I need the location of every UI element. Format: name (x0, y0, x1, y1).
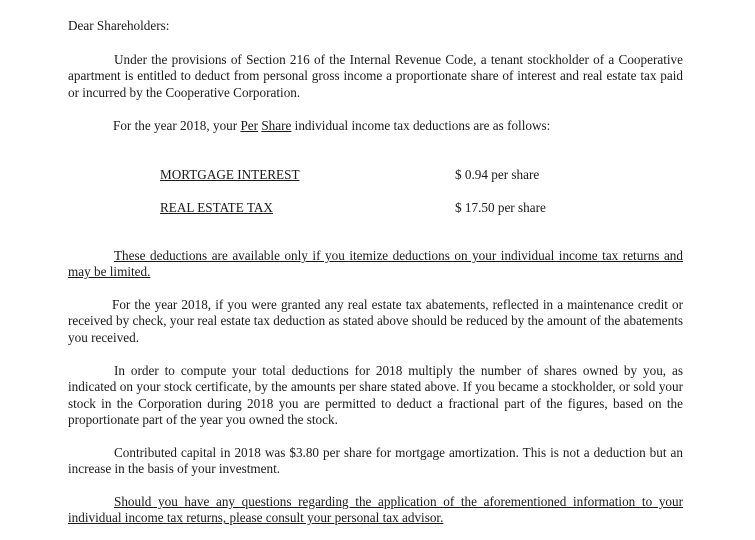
year-deductions-line (113, 118, 550, 134)
year-line-after: individual income tax deductions are as follows: (291, 118, 551, 133)
share-text: Share (261, 118, 292, 133)
per-text: Per (240, 118, 259, 133)
questions-paragraph: Should you have any questions regarding the application of the aforementioned information to your individual income tax returns, please consult your personal tax advisor. (68, 494, 683, 526)
intro-paragraph: Under the provisions of Section 216 of the Internal Revenue Code, a tenant stockholder of a Cooperative apartment is entitled to deduct from personal gross income a proportionate share of interest and real estate tax paid or incurred by the Cooperative Corporation. (68, 52, 683, 100)
itemize-note: These deductions are available only if you itemize deductions on your individual income tax returns and may be limited. (68, 248, 683, 280)
abatement-paragraph: For the year 2018, if you were granted any real estate tax abatements, reflected in a maintenance credit or received by check, your real estate tax deduction as stated above should be reduced by the amount of the abatements you received. (68, 297, 683, 345)
real-estate-tax-label: REAL ESTATE TAX (160, 200, 273, 215)
capital-paragraph: Contributed capital in 2018 was $3.80 per share for mortgage amortization. This is not a deduction but an increase in the basis of your investment. (68, 445, 683, 477)
compute-paragraph: In order to compute your total deductions for 2018 multiply the number of shares owned by you, as indicated on your stock certificate, by the amounts per share stated above. If you became a stockholder, or sold your stock in the Corporation during 2018 you are permitted to deduct a fractional part of the figures, based on the proportionate part of the year you owned the stock. (68, 363, 683, 428)
real-estate-tax-value: $ 17.50 per share (455, 200, 546, 215)
mortgage-interest-label: MORTGAGE INTEREST (160, 167, 300, 182)
salutation: Dear Shareholders: (68, 18, 170, 33)
mortgage-interest-value: $ 0.94 per share (455, 167, 540, 182)
year-line-before: For the year 2018, your (113, 118, 241, 133)
